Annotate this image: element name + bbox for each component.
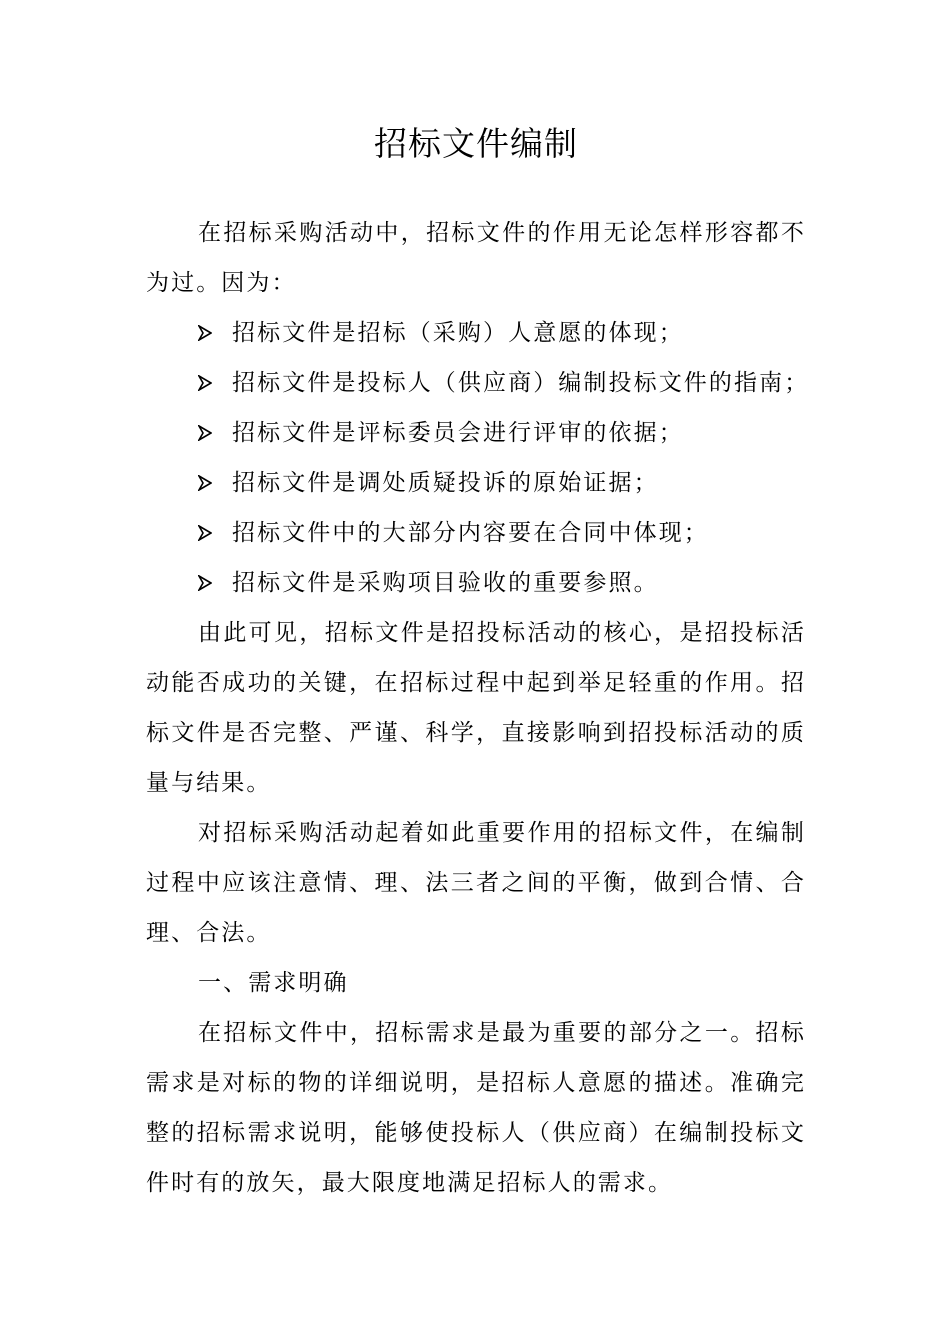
bullet-text: 招标文件是评标委员会进行评审的依据； [232, 420, 684, 446]
arrowhead-bullet-icon [198, 475, 212, 491]
arrowhead-bullet-icon [198, 575, 212, 591]
intro-paragraph: 在招标采购活动中，招标文件的作用无论怎样形容都不为过。因为： [146, 220, 806, 296]
bullet-text: 招标文件中的大部分内容要在合同中体现； [232, 520, 709, 546]
list-item [146, 308, 806, 358]
list-item [146, 508, 806, 558]
paragraph-requirements: 在招标文件中，招标需求是最为重要的部分之一。招标需求是对标的物的详细说明，是招标人意愿的描述。准确完整的招标需求说明，能够使投标人（供应商）在编制投标文件时有的放矢，最大限度地满足招标人的需求。 [146, 1020, 806, 1196]
bullet-text: 招标文件是调处质疑投诉的原始证据； [232, 470, 659, 496]
bullet-text: 招标文件是招标（采购）人意愿的体现； [232, 320, 684, 346]
bullet-text: 招标文件是投标人（供应商）编制投标文件的指南； [232, 370, 810, 396]
bullet-text: 招标文件是采购项目验收的重要参照。 [232, 570, 659, 596]
section-heading: 一、需求明确 [198, 970, 349, 996]
document-title: 招标文件编制 [374, 124, 578, 163]
list-item [146, 408, 806, 458]
list-item [146, 558, 806, 608]
document-body [146, 208, 810, 1208]
arrowhead-bullet-icon [198, 525, 212, 541]
paragraph-core-role: 由此可见，招标文件是招投标活动的核心，是招投标活动能否成功的关键，在招标过程中起到举足轻重的作用。招标文件是否完整、严谨、科学，直接影响到招投标活动的质量与结果。 [146, 620, 806, 796]
arrowhead-bullet-icon [198, 325, 212, 341]
list-item [146, 358, 810, 408]
list-item [146, 458, 806, 508]
arrowhead-bullet-icon [198, 425, 212, 441]
paragraph-balance: 对招标采购活动起着如此重要作用的招标文件，在编制过程中应该注意情、理、法三者之间的平衡，做到合情、合理、合法。 [146, 820, 806, 946]
bullet-list [146, 308, 810, 608]
arrowhead-bullet-icon [198, 375, 212, 391]
